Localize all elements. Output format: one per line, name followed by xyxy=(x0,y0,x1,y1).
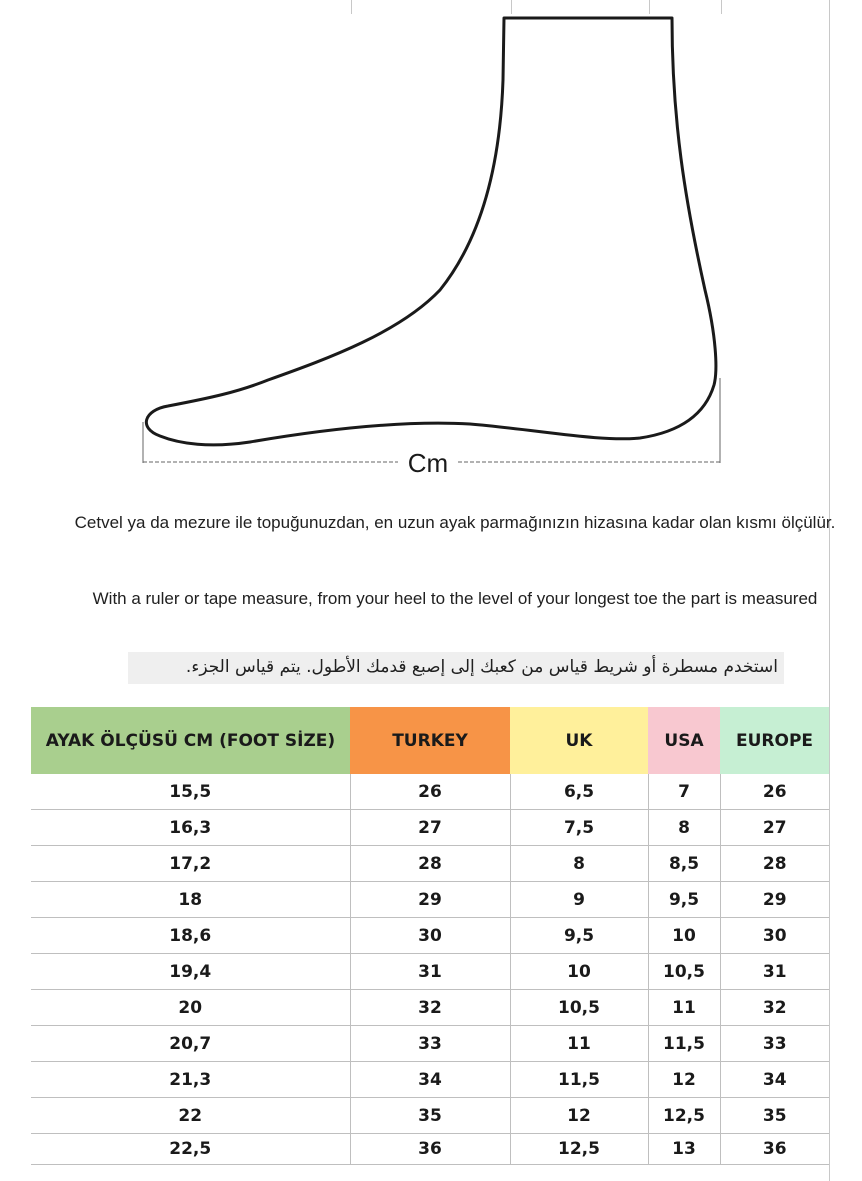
instruction-arabic: استخدم مسطرة أو شريط قياس من كعبك إلى إصبع قدمك الأطول. يتم قياس الجزء. xyxy=(128,652,784,684)
header-uk: UK xyxy=(510,707,648,774)
table-row xyxy=(31,1134,829,1165)
cell-usa: 8 xyxy=(648,810,720,846)
cell-turkey: 28 xyxy=(350,846,510,882)
cell-foot-size-cm: 19,4 xyxy=(31,954,350,990)
cell-turkey: 26 xyxy=(350,774,510,810)
table-row xyxy=(31,774,829,810)
cell-foot-size-cm: 22 xyxy=(31,1098,350,1134)
table-row xyxy=(31,846,829,882)
cell-europe: 31 xyxy=(720,954,829,990)
cell-usa: 7 xyxy=(648,774,720,810)
cell-uk: 7,5 xyxy=(510,810,648,846)
table-row xyxy=(31,1026,829,1062)
cell-usa: 8,5 xyxy=(648,846,720,882)
cell-usa: 12,5 xyxy=(648,1098,720,1134)
cell-uk: 10 xyxy=(510,954,648,990)
cell-uk: 12 xyxy=(510,1098,648,1134)
cell-foot-size-cm: 18 xyxy=(31,882,350,918)
table-row xyxy=(31,1098,829,1134)
cell-foot-size-cm: 16,3 xyxy=(31,810,350,846)
cell-turkey: 36 xyxy=(350,1134,510,1165)
cell-uk: 11,5 xyxy=(510,1062,648,1098)
cell-turkey: 32 xyxy=(350,990,510,1026)
cell-uk: 10,5 xyxy=(510,990,648,1026)
foot-outline xyxy=(146,18,716,445)
cell-foot-size-cm: 20,7 xyxy=(31,1026,350,1062)
table-header-row xyxy=(31,707,829,774)
cell-uk: 8 xyxy=(510,846,648,882)
cell-foot-size-cm: 22,5 xyxy=(31,1134,350,1165)
cell-foot-size-cm: 15,5 xyxy=(31,774,350,810)
cell-uk: 6,5 xyxy=(510,774,648,810)
cell-usa: 10,5 xyxy=(648,954,720,990)
cell-europe: 28 xyxy=(720,846,829,882)
table-row xyxy=(31,882,829,918)
cell-turkey: 34 xyxy=(350,1062,510,1098)
cell-europe: 27 xyxy=(720,810,829,846)
measure-label: Cm xyxy=(407,448,449,478)
cell-usa: 11,5 xyxy=(648,1026,720,1062)
header-turkey: TURKEY xyxy=(350,707,510,774)
instruction-english: With a ruler or tape measure, from your heel to the level of your longest toe the part is measured xyxy=(92,589,818,608)
cell-usa: 9,5 xyxy=(648,882,720,918)
cell-usa: 10 xyxy=(648,918,720,954)
table-row xyxy=(31,954,829,990)
cell-turkey: 35 xyxy=(350,1098,510,1134)
cell-europe: 33 xyxy=(720,1026,829,1062)
instruction-turkish: Cetvel ya da mezure ile topuğunuzdan, en uzun ayak parmağınızın hizasına kadar olan kısmı ölçülür. xyxy=(74,513,836,532)
size-chart-table xyxy=(31,707,829,1165)
cell-turkey: 31 xyxy=(350,954,510,990)
table-row xyxy=(31,810,829,846)
table-row xyxy=(31,990,829,1026)
cell-turkey: 29 xyxy=(350,882,510,918)
cell-foot-size-cm: 17,2 xyxy=(31,846,350,882)
cell-europe: 30 xyxy=(720,918,829,954)
cell-europe: 34 xyxy=(720,1062,829,1098)
cell-uk: 9,5 xyxy=(510,918,648,954)
table-row xyxy=(31,918,829,954)
table-body xyxy=(31,774,829,1165)
cell-usa: 12 xyxy=(648,1062,720,1098)
cell-uk: 12,5 xyxy=(510,1134,648,1165)
cell-turkey: 30 xyxy=(350,918,510,954)
cell-europe: 35 xyxy=(720,1098,829,1134)
cell-uk: 9 xyxy=(510,882,648,918)
cell-foot-size-cm: 21,3 xyxy=(31,1062,350,1098)
cell-turkey: 27 xyxy=(350,810,510,846)
cell-europe: 29 xyxy=(720,882,829,918)
cell-uk: 11 xyxy=(510,1026,648,1062)
cell-foot-size-cm: 18,6 xyxy=(31,918,350,954)
cell-foot-size-cm: 20 xyxy=(31,990,350,1026)
header-foot-size-cm: AYAK ÖLÇÜSÜ CM (FOOT SİZE) xyxy=(31,707,350,774)
foot-measurement-illustration xyxy=(0,0,862,500)
header-europe: EUROPE xyxy=(720,707,829,774)
cell-europe: 26 xyxy=(720,774,829,810)
table-row xyxy=(31,1062,829,1098)
header-usa: USA xyxy=(648,707,720,774)
cell-europe: 36 xyxy=(720,1134,829,1165)
cell-turkey: 33 xyxy=(350,1026,510,1062)
cell-usa: 11 xyxy=(648,990,720,1026)
cell-europe: 32 xyxy=(720,990,829,1026)
cell-usa: 13 xyxy=(648,1134,720,1165)
